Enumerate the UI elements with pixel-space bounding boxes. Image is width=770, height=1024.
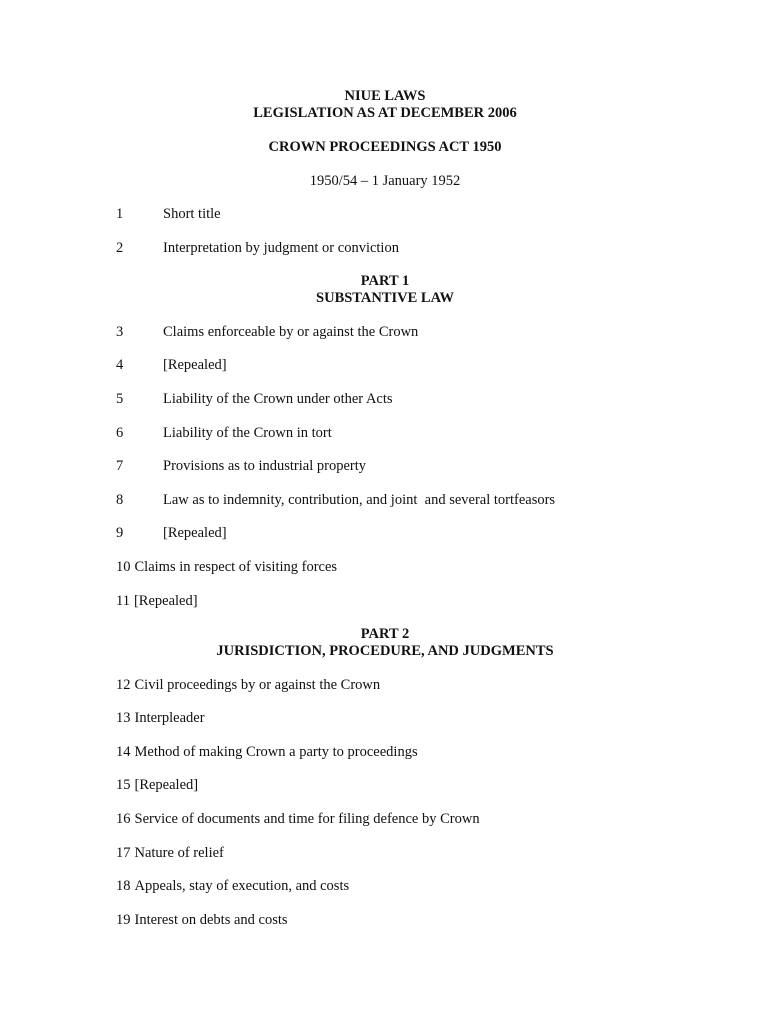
section-title: Law as to indemnity, contribution, and joint and several tortfeasors xyxy=(163,492,556,508)
section-number: 14 xyxy=(116,744,131,760)
section-number: 2 xyxy=(116,240,124,256)
section-title: Claims in respect of visiting forces xyxy=(134,559,338,575)
toc-entry xyxy=(116,391,393,408)
toc-entry xyxy=(116,559,337,576)
section-number: 8 xyxy=(116,492,124,508)
section-title: Liability of the Crown under other Acts xyxy=(163,391,393,407)
section-number: 5 xyxy=(116,391,124,407)
section-title: [Repealed] xyxy=(163,525,227,541)
section-title: Claims enforceable by or against the Crown xyxy=(163,324,419,340)
part1-title: SUBSTANTIVE LAW xyxy=(316,290,454,306)
section-number: 6 xyxy=(116,425,124,441)
section-number: 15 xyxy=(116,777,131,793)
section-title: Interest on debts and costs xyxy=(134,912,288,928)
toc-entry xyxy=(116,912,288,929)
toc-entry xyxy=(116,593,198,610)
toc-entry xyxy=(116,324,418,341)
toc-entry xyxy=(116,492,555,509)
section-title: Short title xyxy=(163,206,221,222)
section-title: Civil proceedings by or against the Crown xyxy=(134,677,381,693)
section-title: Service of documents and time for filing defence by Crown xyxy=(134,811,480,827)
toc-entry xyxy=(116,525,227,542)
section-number: 3 xyxy=(116,324,124,340)
part2-label: PART 2 xyxy=(360,626,410,642)
toc-entry xyxy=(116,777,198,794)
toc-entry xyxy=(116,710,205,727)
section-title: Provisions as to industrial property xyxy=(163,458,366,474)
section-number: 19 xyxy=(116,912,131,928)
section-number: 17 xyxy=(116,845,131,861)
part2-title: JURISDICTION, PROCEDURE, AND JUDGMENTS xyxy=(216,643,554,659)
header-legislation-date: LEGISLATION AS AT DECEMBER 2006 xyxy=(253,105,517,121)
section-number: 10 xyxy=(116,559,131,575)
toc-entry xyxy=(116,677,380,694)
toc-entry xyxy=(116,845,224,862)
toc-entry xyxy=(116,458,366,475)
section-number: 9 xyxy=(116,525,124,541)
toc-entry xyxy=(116,425,332,442)
section-title: [Repealed] xyxy=(134,777,199,793)
act-reference: 1950/54 – 1 January 1952 xyxy=(309,173,461,189)
section-number: 4 xyxy=(116,357,124,373)
toc-entry xyxy=(116,811,480,828)
section-title: [Repealed] xyxy=(163,357,227,373)
section-title: Method of making Crown a party to proceedings xyxy=(134,744,418,760)
section-title: Interpleader xyxy=(134,710,205,726)
part1-label: PART 1 xyxy=(360,273,410,289)
section-title: Interpretation by judgment or conviction xyxy=(163,240,399,256)
section-number: 12 xyxy=(116,677,131,693)
section-title: Liability of the Crown in tort xyxy=(163,425,332,441)
section-number: 18 xyxy=(116,878,131,894)
toc-entry xyxy=(116,206,221,223)
toc-entry xyxy=(116,240,399,257)
section-number: 11 xyxy=(116,593,130,609)
section-number: 13 xyxy=(116,710,131,726)
section-number: 7 xyxy=(116,458,124,474)
toc-entry xyxy=(116,744,418,761)
toc-entry xyxy=(116,878,349,895)
header-niue-laws: NIUE LAWS xyxy=(344,88,426,104)
section-number: 1 xyxy=(116,206,124,222)
act-title: CROWN PROCEEDINGS ACT 1950 xyxy=(268,139,502,155)
section-title: [Repealed] xyxy=(133,593,198,609)
section-title: Nature of relief xyxy=(134,845,224,861)
section-number: 16 xyxy=(116,811,131,827)
section-title: Appeals, stay of execution, and costs xyxy=(134,878,350,894)
toc-entry xyxy=(116,357,227,374)
